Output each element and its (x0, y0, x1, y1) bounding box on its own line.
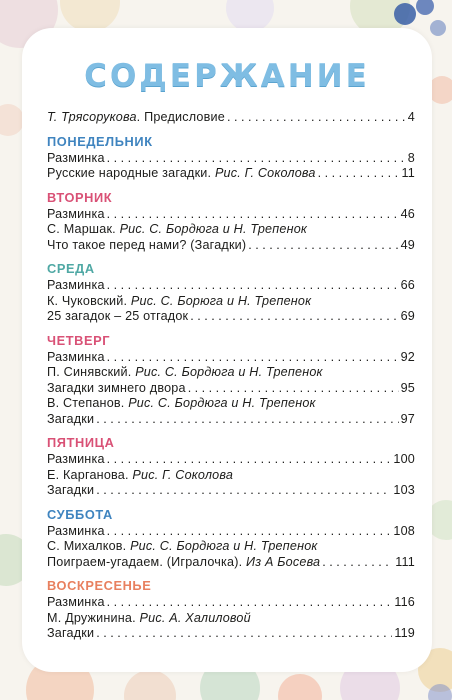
dot-leader (107, 524, 392, 540)
dot-leader (188, 381, 399, 397)
entry-text: Разминка (47, 595, 105, 609)
toc-entry[interactable] (47, 238, 415, 254)
illustrator: Из А Босева (246, 554, 321, 569)
entry-title (47, 555, 320, 571)
author-name: Е. Карганова. (47, 467, 129, 482)
dot-leader (107, 207, 399, 223)
entry-title (47, 381, 186, 397)
toc-section (47, 433, 415, 499)
page-number: 8 (407, 150, 415, 165)
illustrator: Рис. С. Борюга и Н. Трепенок (130, 293, 312, 308)
toc-entry[interactable] (47, 555, 415, 571)
dot-leader (107, 350, 399, 366)
toc-section (47, 132, 415, 182)
entry-text: 25 загадок – 25 отгадок (47, 309, 189, 323)
entry-text: Русские народные загадки. (47, 166, 212, 180)
entry-text: Разминка (47, 452, 105, 466)
entry-text: Загадки (47, 411, 95, 426)
entry-title (47, 151, 105, 167)
entry-title (47, 524, 105, 540)
entry-text: Загадки зимнего двора (47, 380, 186, 395)
day-heading: СУББОТА (47, 506, 113, 522)
author-line (47, 365, 415, 381)
illustrator: Рис. С. Бордюга и Н. Трепенок (128, 396, 316, 410)
author-name: М. Дружинина. (47, 610, 136, 625)
dot-leader (96, 483, 391, 499)
entry-title (47, 166, 316, 182)
entry-title (47, 309, 188, 325)
toc-entry[interactable] (47, 350, 415, 366)
page-number: 95 (400, 380, 415, 395)
entry-text: Разминка (47, 206, 105, 221)
toc-entry[interactable] (47, 452, 415, 468)
entry-title (47, 350, 105, 366)
entry-title (47, 483, 94, 499)
entry-text: Загадки (47, 483, 95, 497)
entry-text: Разминка (47, 349, 105, 364)
page-number: 119 (394, 626, 415, 640)
day-heading: ВОСКРЕСЕНЬЕ (47, 578, 152, 593)
author-line (47, 468, 415, 484)
toc-entry[interactable] (47, 595, 415, 611)
author-name: П. Синявский. (47, 365, 132, 379)
entry-title (47, 626, 94, 642)
entry-title (47, 412, 94, 428)
illustrator: Рис. С. Бордюга и Н. Трепенок (119, 222, 308, 236)
toc-entry[interactable] (47, 381, 415, 397)
entry-title (47, 238, 246, 254)
toc-entry[interactable] (47, 166, 415, 182)
dot-leader (107, 278, 399, 294)
author-name: С. Михалков. (47, 539, 127, 553)
page-number: 97 (400, 411, 415, 426)
page-number: 103 (393, 483, 415, 497)
dot-leader (107, 452, 392, 468)
page-number: 111 (395, 554, 415, 569)
day-heading: ЧЕТВЕРГ (47, 332, 111, 348)
entry-text: Разминка (47, 278, 105, 292)
dot-leader (96, 412, 398, 428)
day-heading: ВТОРНИК (47, 189, 113, 205)
page-number: 4 (407, 110, 415, 124)
day-heading: ПЯТНИЦА (47, 435, 115, 450)
dot-leader (107, 595, 393, 611)
dot-leader (227, 110, 406, 126)
author-name: К. Чуковский. (47, 293, 128, 308)
illustrator: Рис. А. Халиловой (139, 610, 251, 625)
table-of-contents (47, 110, 415, 642)
entry-text: Загадки (47, 626, 95, 640)
entry-text: Что такое перед нами? (Загадки) (47, 237, 247, 252)
page-number: 11 (401, 166, 415, 180)
page-number: 69 (400, 309, 415, 323)
illustrator: Рис. Г. Соколова (214, 166, 316, 180)
page-number: 108 (393, 523, 415, 538)
author-name: С. Маршак. (47, 222, 116, 236)
dot-leader (96, 626, 392, 642)
toc-entry[interactable] (47, 412, 415, 428)
dot-leader (190, 309, 398, 325)
entry-text: Разминка (47, 150, 105, 165)
page-number: 100 (393, 452, 415, 466)
toc-section (47, 505, 415, 571)
day-heading: ПОНЕДЕЛЬНИК (47, 133, 153, 149)
entry-text: Разминка (47, 523, 105, 538)
preface-author: Т. Трясорукова (47, 110, 137, 124)
illustrator: Рис. С. Бордюга и Н. Трепенок (130, 539, 318, 553)
toc-entry[interactable] (47, 278, 415, 294)
author-name: В. Степанов. (47, 396, 125, 410)
toc-section (47, 188, 415, 254)
page-number: 92 (400, 349, 415, 364)
day-heading: СРЕДА (47, 261, 95, 276)
toc-entry[interactable] (47, 524, 415, 540)
dot-leader (107, 151, 406, 167)
dot-leader (322, 555, 393, 571)
illustrator: Рис. С. Бордюга и Н. Трепенок (135, 365, 323, 379)
entry-title (47, 452, 105, 468)
page-number: 46 (400, 206, 415, 221)
toc-entry[interactable] (47, 151, 415, 167)
dot-leader (318, 166, 400, 182)
entry-text: Поиграем-угадаем. (Игралочка). (47, 554, 243, 569)
page-title: СОДЕРЖАНИЕ (84, 58, 370, 94)
toc-entry[interactable] (47, 483, 415, 499)
preface-entry[interactable]: Т. Трясорукова. Предисловие . . . 4 (47, 110, 415, 126)
page-number: 49 (400, 237, 415, 252)
page-number: 66 (400, 278, 415, 292)
page-number: 116 (394, 595, 415, 609)
author-line (47, 222, 415, 238)
toc-section (47, 576, 415, 642)
toc-section (47, 331, 415, 428)
entry-title (47, 278, 105, 294)
toc-entry[interactable] (47, 626, 415, 642)
author-line (47, 294, 415, 310)
entry-title (47, 207, 105, 223)
entry-title (47, 595, 105, 611)
dot-leader (248, 238, 398, 254)
author-line (47, 611, 415, 627)
illustrator: Рис. Г. Соколова (132, 467, 234, 482)
toc-entry[interactable] (47, 207, 415, 223)
preface-title: Предисловие (144, 110, 225, 124)
author-line (47, 396, 415, 412)
author-line (47, 539, 415, 555)
toc-section (47, 259, 415, 325)
toc-entry[interactable] (47, 309, 415, 325)
